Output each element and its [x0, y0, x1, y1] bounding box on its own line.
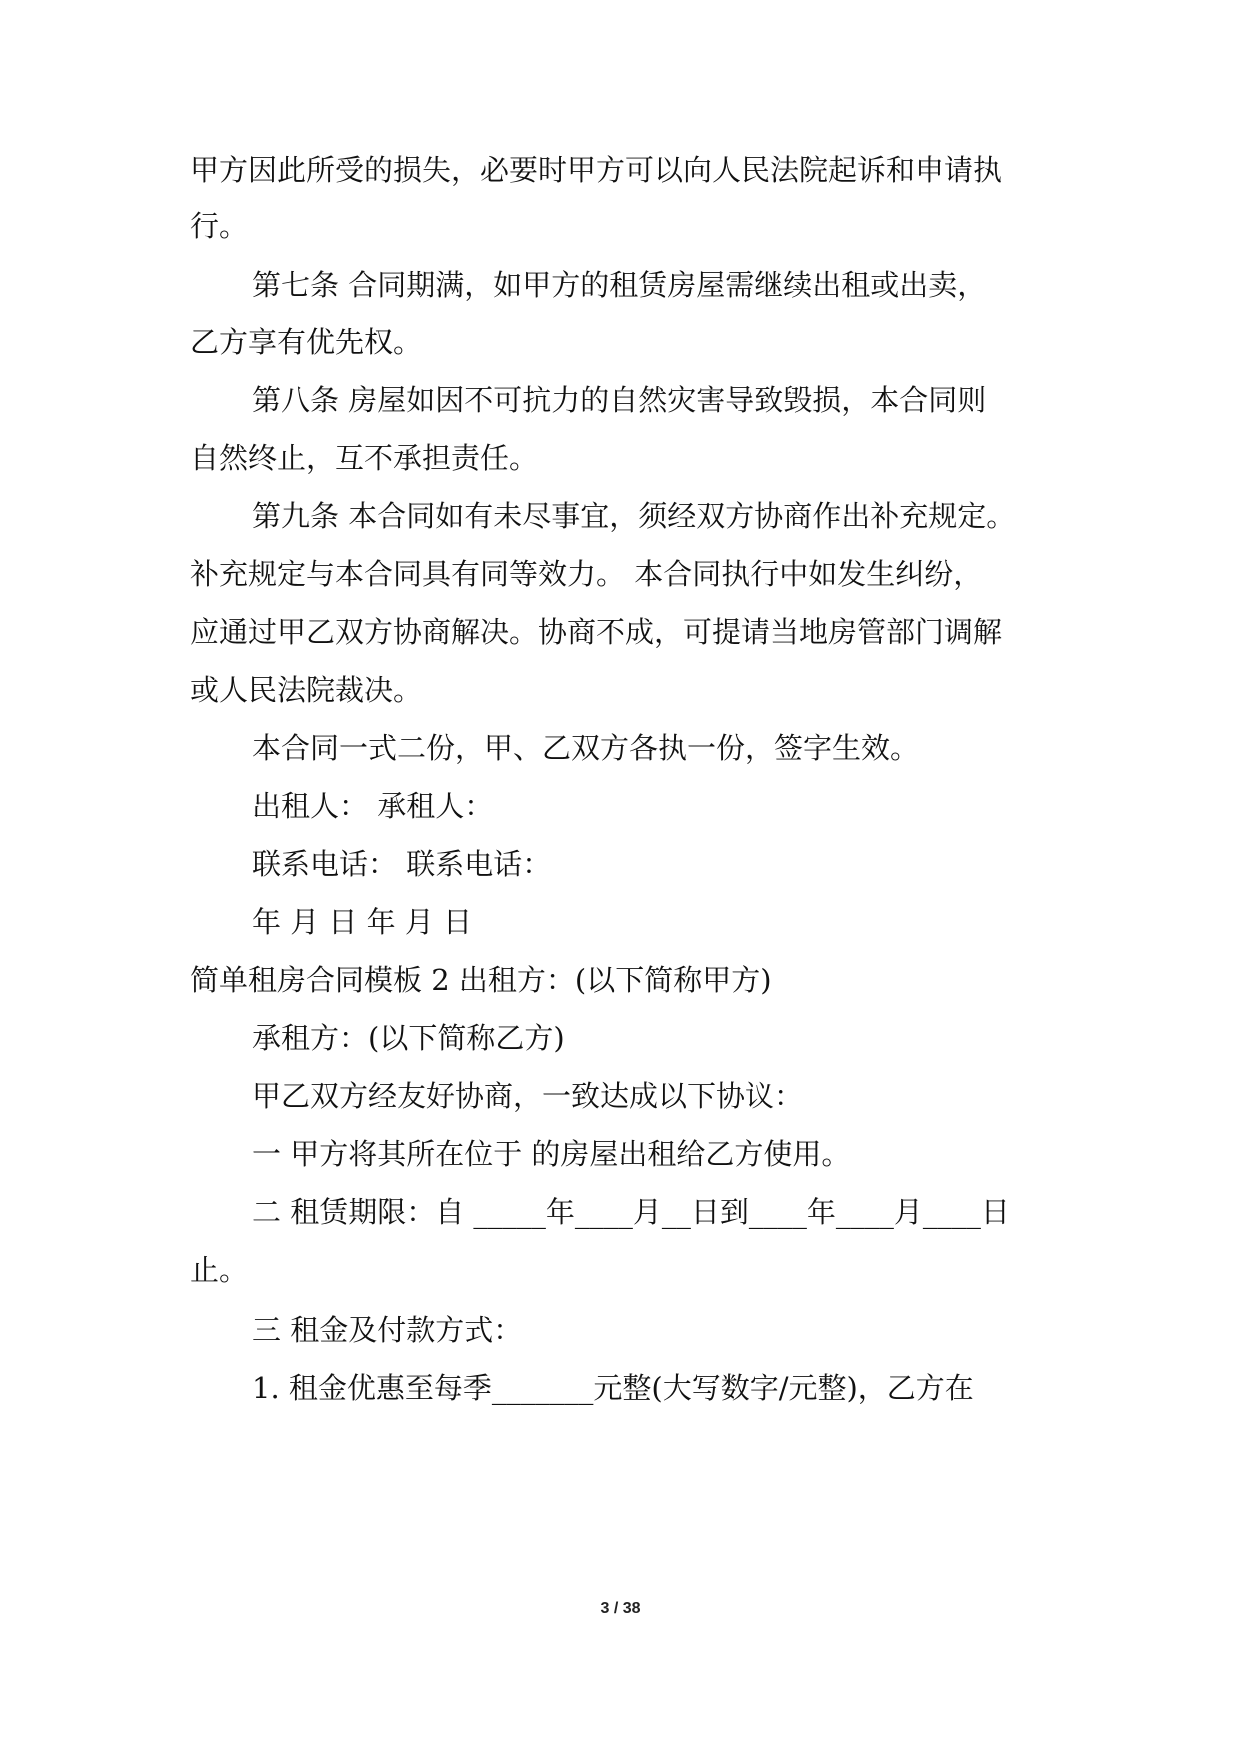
text-line: 年 月 日 年 月 日: [252, 905, 473, 939]
text-line: 联系电话： 联系电话：: [252, 847, 552, 881]
text-line: 一 甲方将其所在位于 的房屋出租给乙方使用。: [252, 1137, 851, 1171]
text-line: 止。: [190, 1253, 249, 1287]
text-line: 第九条 本合同如有未尽事宜，须经双方协商作出补充规定。: [252, 499, 1016, 533]
text-line: 甲乙双方经友好协商，一致达成以下协议：: [252, 1079, 804, 1113]
text-line: 本合同一式二份，甲、乙双方各执一份，签字生效。: [252, 731, 920, 765]
text-line: 第七条 合同期满，如甲方的租赁房屋需继续出租或出卖，: [252, 268, 987, 302]
text-line: 乙方享有优先权。: [190, 325, 423, 359]
text-line: 1. 租金优惠至每季_______元整(大写数字/元整)，乙方在: [252, 1371, 974, 1405]
text-line: 第八条 房屋如因不可抗力的自然灾害导致毁损，本合同则: [252, 383, 987, 417]
section-heading: 简单租房合同模板 2 出租方：(以下简称甲方): [190, 963, 772, 997]
text-line: 承租方：(以下简称乙方): [252, 1021, 565, 1055]
text-line: 自然终止，互不承担责任。: [190, 441, 539, 475]
text-line: 补充规定与本合同具有同等效力。 本合同执行中如发生纠纷，: [190, 557, 983, 591]
text-line: 或人民法院裁决。: [190, 673, 423, 707]
text-line: 二 租赁期限：自 _____年____月__日到____年____月____日: [252, 1195, 1010, 1229]
text-line: 三 租金及付款方式：: [252, 1313, 523, 1347]
text-line: 甲方因此所受的损失，必要时甲方可以向人民法院起诉和申请执: [190, 153, 1003, 187]
page-number: 3 / 38: [600, 1600, 641, 1617]
text-line: 出租人： 承租人：: [252, 789, 494, 823]
text-line: 行。: [190, 209, 249, 243]
text-line: 应通过甲乙双方协商解决。协商不成，可提请当地房管部门调解: [190, 615, 1003, 649]
